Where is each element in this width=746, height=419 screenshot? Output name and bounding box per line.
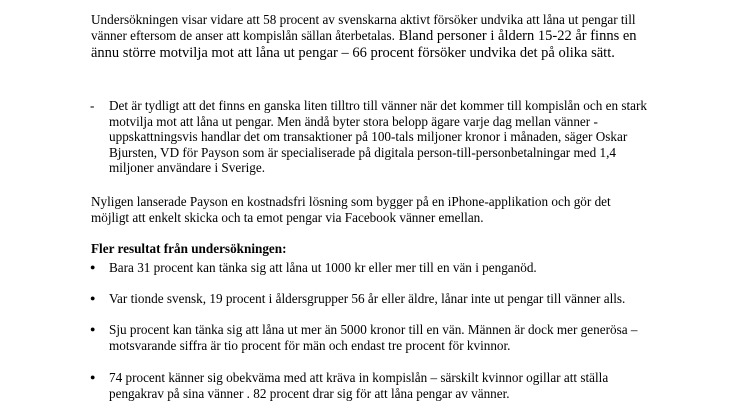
paragraph-survey-intro	[91, 12, 651, 62]
list-item: Var tionde svensk, 19 procent i åldersgrupper 56 år eller äldre, lånar inte ut pengar till vänner alls.	[109, 291, 626, 306]
paragraph-payson-launch: Nyligen lanserade Payson en kostnadsfri lösning som bygger på en iPhone-applikation och gör det möjligt att enkelt skicka och ta emot pengar via Facebook vänner emellan.	[91, 194, 611, 225]
results-heading: Fler resultat från undersökningen:	[91, 241, 287, 256]
paragraph-ceo-quote: Det är tydligt att det finns en ganska liten tilltro till vänner när det kommer till kompislån och en stark motvilja mot att låna ut pengar. Men ändå byter stora belopp ägare varje dag mellan vänner - uppskattningsvis handlar det om transaktioner på 100-tals miljoner kronor i månaden, säger Oskar Bjursten, VD för Payson som är specialiserade på digitala person-till-personbetalningar med 1,4 miljoner användare i Sverige.	[109, 98, 647, 175]
list-item: 74 procent känner sig obekväma med att kräva in kompislån – särskilt kvinnor ogillar att ställa pengakrav på sina vänner . 82 procent drar sig för att låna pengar av vänner.	[109, 370, 609, 401]
paragraph-survey-intro-text: Undersökningen visar vidare att 58 procent av svenskarna aktivt försöker undvika att låna ut pengar till vänner eftersom de anser att kompislån sällan återbetalas.	[91, 12, 636, 43]
list-item: Sju procent kan tänka sig att låna ut mer än 5000 kronor till en vän. Männen är dock mer generösa – motsvarande siffra är tio procent för män och endast tre procent för kvinnor.	[109, 322, 638, 353]
bullet-icon: ●	[90, 324, 96, 334]
paragraph-survey-youth-text: Bland personer i åldern 15-22 år finns en ännu större motvilja mot att låna ut pengar – 66 procent försöker undvika det på olika sätt.	[91, 27, 637, 61]
bullet-icon: ●	[90, 372, 96, 382]
quote-dash: -	[90, 98, 95, 113]
bullet-icon: ●	[90, 293, 96, 303]
bullet-icon: ●	[90, 262, 96, 272]
list-item: Bara 31 procent kan tänka sig att låna ut 1000 kr eller mer till en vän i penganöd.	[109, 260, 537, 275]
